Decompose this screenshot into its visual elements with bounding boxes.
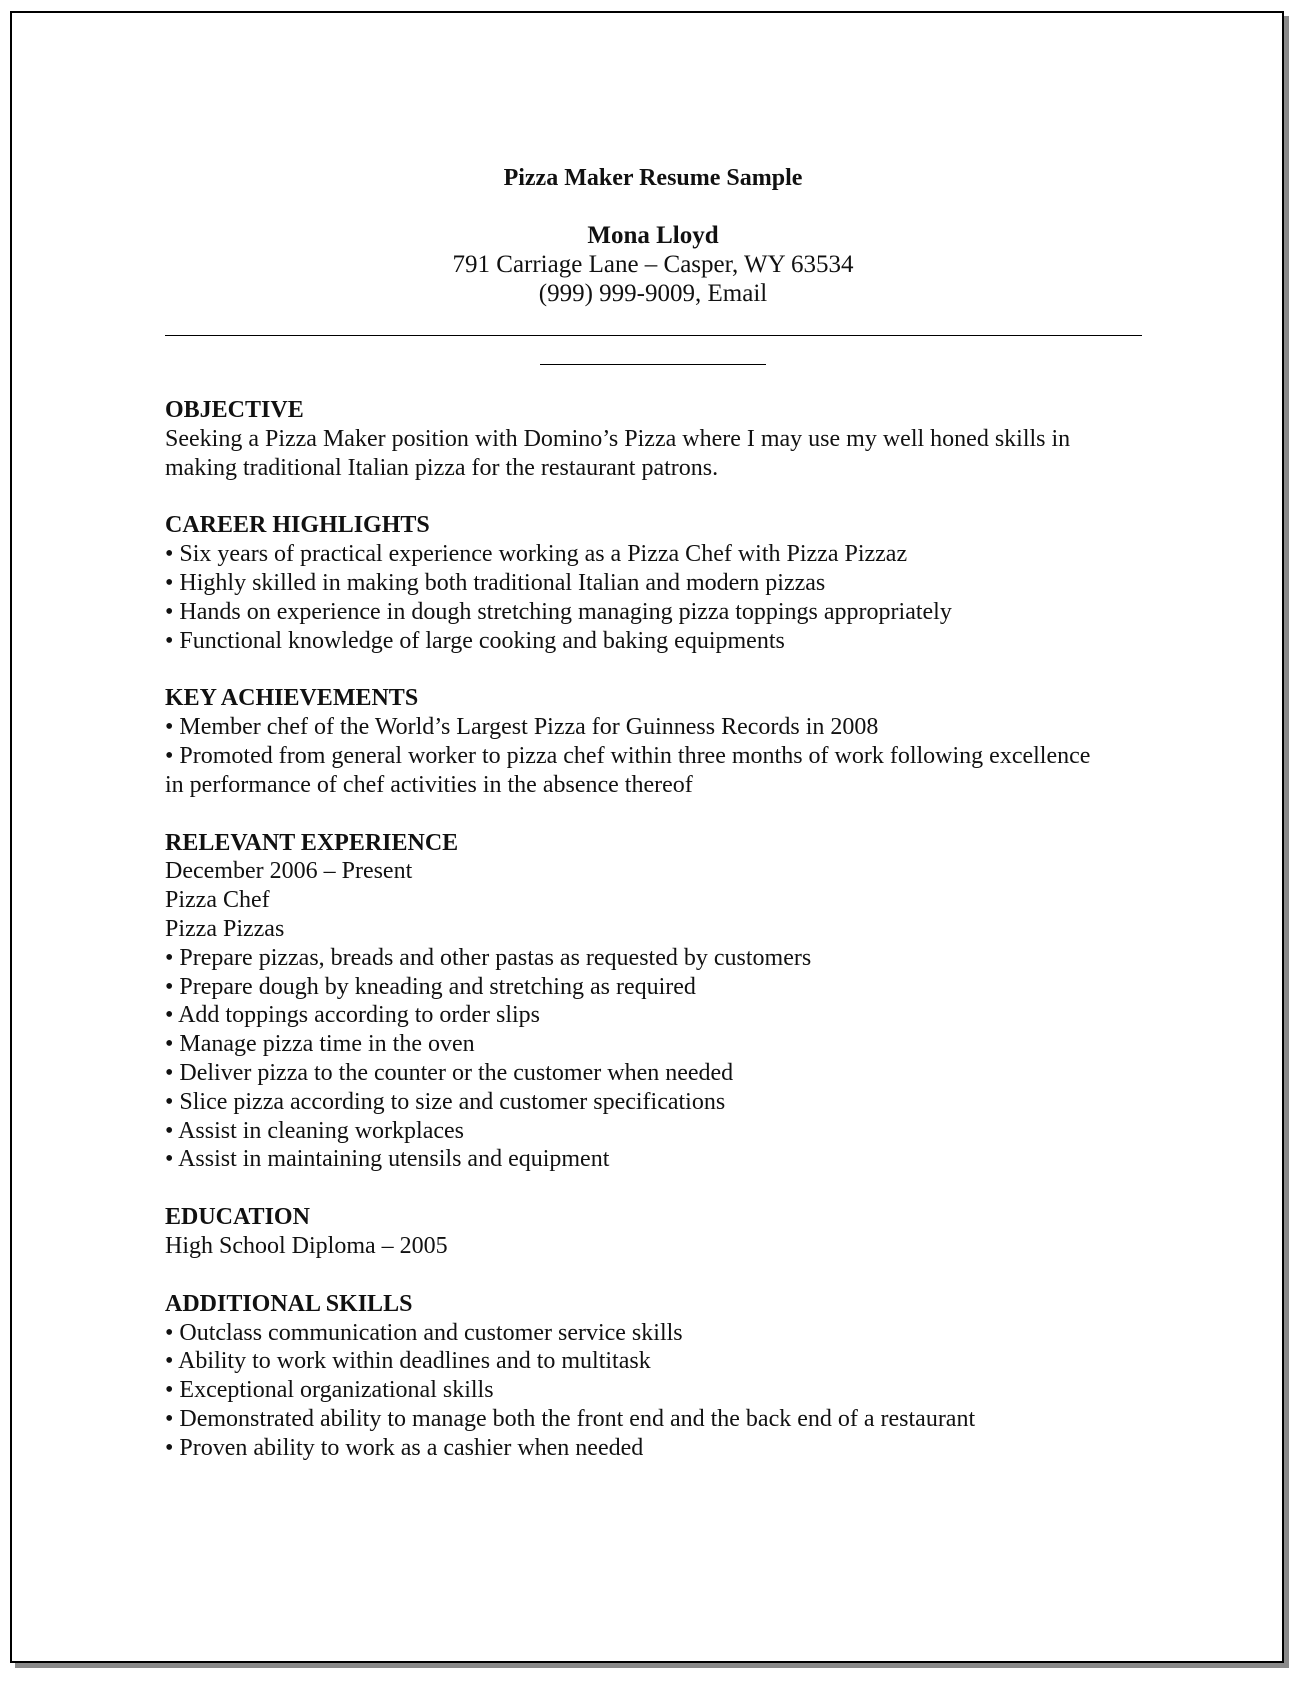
list-item: • Assist in cleaning workplaces xyxy=(165,1117,465,1144)
section-heading: KEY ACHIEVEMENTS xyxy=(165,685,419,712)
list-item: • Add toppings according to order slips xyxy=(165,1002,541,1029)
list-item: • Exceptional organizational skills xyxy=(165,1377,494,1404)
list-item: • Proven ability to work as a cashier when needed xyxy=(165,1434,644,1461)
section-heading: EDUCATION xyxy=(165,1204,310,1231)
objective-section xyxy=(165,396,1145,482)
section-heading: ADDITIONAL SKILLS xyxy=(165,1290,413,1317)
phone-email-line: (999) 999-9009, Email xyxy=(538,280,768,307)
applicant-name: Mona Lloyd xyxy=(587,222,719,249)
list-item: • Promoted from general worker to pizza chef within three months of work following excellence xyxy=(165,742,1091,769)
list-item: • Assist in maintaining utensils and equipment xyxy=(165,1146,610,1173)
education-line: High School Diploma – 2005 xyxy=(165,1232,448,1259)
list-item: • Ability to work within deadlines and to multitask xyxy=(165,1348,651,1375)
list-item: • Manage pizza time in the oven xyxy=(165,1031,475,1058)
additional-skills-section xyxy=(165,1290,1145,1463)
document-title: Pizza Maker Resume Sample xyxy=(503,165,803,191)
list-item: • Demonstrated ability to manage both the front end and the back end of a restaurant xyxy=(165,1405,976,1432)
header-divider xyxy=(165,335,1142,336)
relevant-experience-section xyxy=(165,829,1145,1175)
job-position: Pizza Chef xyxy=(165,887,270,914)
address-line: 791 Carriage Lane – Casper, WY 63534 xyxy=(452,251,854,278)
section-heading: OBJECTIVE xyxy=(165,397,304,423)
list-item: • Highly skilled in making both traditional Italian and modern pizzas xyxy=(165,569,826,596)
objective-line: Seeking a Pizza Maker position with Domino’s Pizza where I may use my well honed skills in xyxy=(165,425,1071,452)
list-item-continuation: in performance of chef activities in the absence thereof xyxy=(165,771,693,798)
list-item: • Deliver pizza to the counter or the customer when needed xyxy=(165,1059,734,1086)
section-heading: CAREER HIGHLIGHTS xyxy=(165,512,430,539)
resume-header xyxy=(0,221,1306,308)
list-item: • Prepare pizzas, breads and other pastas as requested by customers xyxy=(165,944,812,971)
career-highlights-section xyxy=(165,511,1145,655)
section-heading: RELEVANT EXPERIENCE xyxy=(165,829,459,856)
list-item: • Hands on experience in dough stretching managing pizza toppings appropriately xyxy=(165,598,952,625)
list-item: • Outclass communication and customer service skills xyxy=(165,1319,683,1346)
job-dates: December 2006 – Present xyxy=(165,858,413,885)
list-item: • Member chef of the World’s Largest Pizza for Guinness Records in 2008 xyxy=(165,714,879,741)
header-short-divider xyxy=(540,364,766,365)
key-achievements-section xyxy=(165,684,1145,799)
job-employer: Pizza Pizzas xyxy=(165,915,285,942)
list-item: • Six years of practical experience working as a Pizza Chef with Pizza Pizzaz xyxy=(165,541,908,568)
list-item: • Functional knowledge of large cooking and baking equipments xyxy=(165,627,785,654)
list-item: • Slice pizza according to size and customer specifications xyxy=(165,1088,726,1115)
education-section xyxy=(165,1203,1145,1261)
resume-body xyxy=(165,396,1145,1492)
objective-line: making traditional Italian pizza for the restaurant patrons. xyxy=(165,454,719,481)
list-item: • Prepare dough by kneading and stretching as required xyxy=(165,973,696,1000)
